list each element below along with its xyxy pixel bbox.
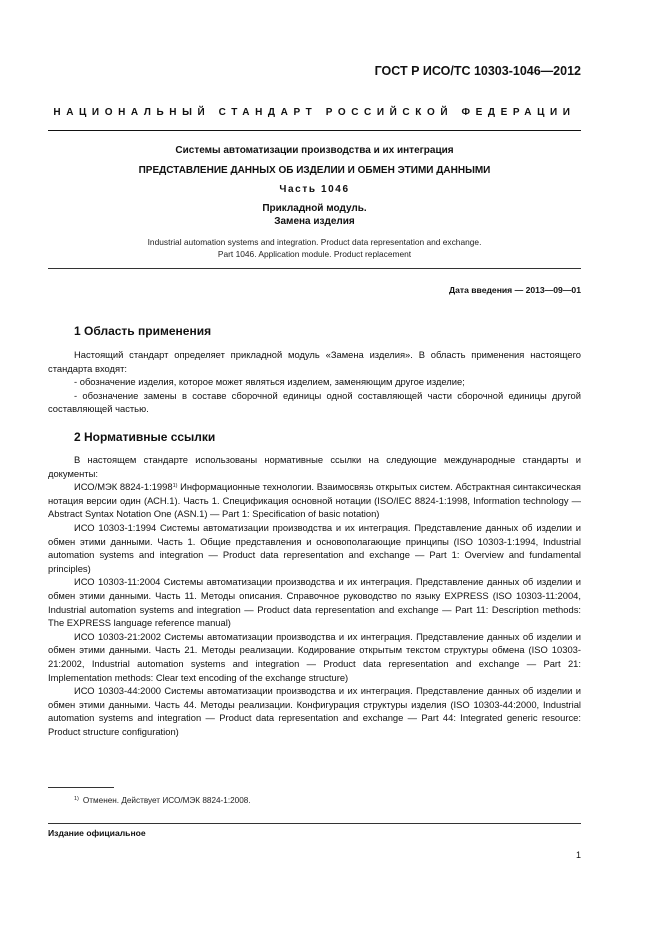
section-2-intro: В настоящем стандарте использованы нормативные ссылки на следующие международные стандарты и документы:: [48, 454, 581, 479]
reference-5: ИСО 10303-44:2000 Системы автоматизации производства и их интеграция. Представление данных об изделии и обмен этими данными. Часть 44. Методы реализации. Конфигурация структуры изделия (ISO 10303-44:2000, Industrial automation systems and integration — Product data representation and exchange — Part 44: Integrated generic resource: Product structure configuration): [48, 685, 581, 737]
english-title-line-1: Industrial automation systems and integration. Product data representation and exchange.: [147, 237, 482, 247]
reference-2: ИСО 10303-1:1994 Системы автоматизации производства и их интеграция. Представление данных об изделии и обмен этими данными. Часть 1. Общие представления и основополагающие принципы (ISO 10303-1:1994, Industrial automation systems and integration — Product data representation and exchange — Part 1: Overview and fundamental principles): [48, 521, 581, 574]
footnote-divider: [48, 787, 114, 788]
reference-1-text: Информационные технологии. Взаимосвязь открытых систем. Абстрактная синтаксическая нотация версии один (АСН.1). Часть 1. Спецификация основной нотации (ISO/IEC 8824-1:1998, Information technology — Abstract Syntax Notation One (ASN.1) — Part 1: Specification of basic notation): [48, 481, 582, 520]
footnote-text: Отменен. Действует ИСО/МЭК 8824-1:2008.: [82, 796, 251, 805]
section-2-body: [48, 453, 581, 738]
section-1-heading: 1 Область применения: [74, 324, 212, 338]
reference-1: [48, 480, 581, 521]
reference-1-code: ИСО/МЭК 8824-1:1998: [74, 481, 173, 493]
document-number: ГОСТ Р ИСО/ТС 10303-1046—2012: [374, 64, 581, 78]
reference-4: ИСО 10303-21:2002 Системы автоматизации производства и их интеграция. Представление данных об изделии и обмен этими данными. Часть 21. Методы реализации. Кодирование открытым текстом структуры обмена (ISO 10303-21:2002, Industrial automation systems and integration — Product data representation and exchange — Part 21: Implementation methods: Clear text encoding of the exchange structure): [48, 630, 581, 683]
section-1-paragraph: Настоящий стандарт определяет прикладной модуль «Замена изделия». В область применения настоящего стандарта входят:: [48, 349, 581, 374]
english-title-line-2: Part 1046. Application module. Product replacement: [217, 249, 412, 259]
section-1-bullet-1: - обозначение изделия, которое может являться изделием, заменяющим другое изделие;: [74, 376, 465, 388]
section-1-body: [48, 348, 581, 416]
introduction-date: Дата введения — 2013—09—01: [448, 285, 581, 295]
footnote-mark: 1): [74, 796, 79, 802]
footer-divider: [48, 823, 581, 824]
section-2-heading: 2 Нормативные ссылки: [74, 430, 216, 444]
page-number: 1: [575, 850, 581, 860]
title-module: [48, 202, 581, 228]
title-module-line-1: Прикладной модуль.: [262, 203, 367, 214]
footnote-marker: 1): [172, 483, 178, 490]
english-title: [48, 236, 581, 260]
title-line-2: ПРЕДСТАВЛЕНИЕ ДАННЫХ ОБ ИЗДЕЛИИ И ОБМЕН ЭТИМИ ДАННЫМИ: [138, 165, 491, 176]
title-part: Часть 1046: [279, 184, 350, 195]
title-divider: [48, 268, 581, 269]
national-standard-heading: НАЦИОНАЛЬНЫЙ СТАНДАРТ РОССИЙСКОЙ ФЕДЕРАЦИИ: [53, 107, 576, 118]
section-1-bullet-2: - обозначение замены в составе сборочной единицы одной составляющей части сборочной единицы другой составляющей частью.: [48, 389, 581, 415]
header-divider: [48, 130, 581, 131]
title-module-line-2: Замена изделия: [274, 216, 355, 227]
title-line-1: Системы автоматизации производства и их интеграция: [175, 145, 454, 156]
reference-3: ИСО 10303-11:2004 Системы автоматизации производства и их интеграция. Представление данных об изделии и обмен этими данными. Часть 11. Методы описания. Справочное руководство по языку EXPRESS (ISO 10303-11:2004, Industrial automation systems and integration — Product data representation and exchange — Part 11: Description methods: The EXPRESS language reference manual): [48, 576, 581, 629]
footnote: [74, 796, 251, 805]
edition-label: Издание официальное: [48, 828, 146, 838]
